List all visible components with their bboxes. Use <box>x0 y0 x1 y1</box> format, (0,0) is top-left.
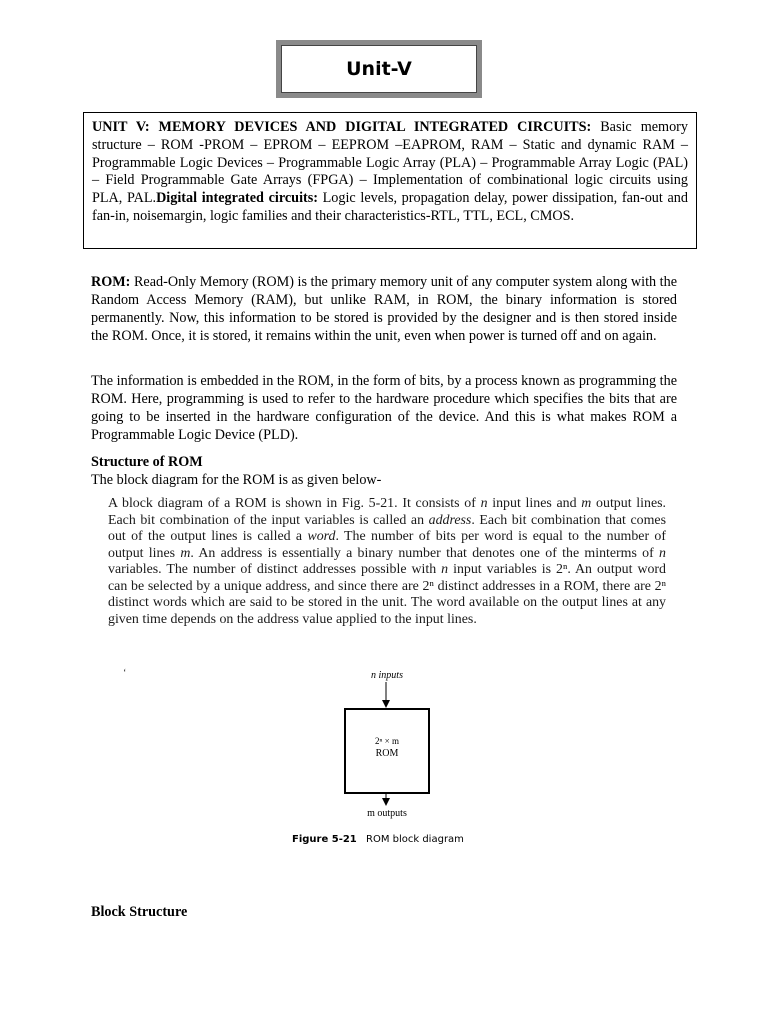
figure-caption-number: Figure 5-21 <box>292 834 357 845</box>
rom-intro-text: Read-Only Memory (ROM) is the primary memory unit of any computer system along with the Random Access Memory (RAM), but unlike RAM, in ROM, the binary information is stored permanently. Now, this information to be stored is provided by the designer and is then stored inside the ROM. Once, it is stored, it remains within the unit, even when power is turned off and on again. <box>91 274 677 344</box>
output-arrowhead <box>382 798 390 806</box>
block-structure-heading: Block Structure <box>91 904 188 920</box>
rom-block-label: ROM <box>375 748 399 759</box>
scanned-excerpt: A block diagram of a ROM is shown in Fig. 5-21. It consists of n input lines and m output lines. Each bit combination of the input variables is called an address. Each bit combination that comes out of the output lines is called a word. The number of bits per word is equal to the number of output lines m. An address is essentially a binary number that denotes one of the minterms of n variables. The number of distinct addresses possible with n input variables is 2ⁿ. An output word can be selected by a unique address, and since there are 2ⁿ distinct addresses in a ROM, there are 2ⁿ distinct words which are said to be stored in the unit. The word available on the output lines at any given time depends on the address value applied to the input lines. <box>108 496 666 627</box>
rom-block-size: 2ⁿ × m <box>375 736 399 746</box>
rom-block-diagram <box>280 664 500 854</box>
unit-title: Unit-V <box>281 45 477 93</box>
structure-intro: The block diagram for the ROM is as given below- <box>91 472 382 488</box>
rom-label: ROM: <box>91 274 131 290</box>
output-label: m outputs <box>367 808 407 819</box>
programming-paragraph: The information is embedded in the ROM, in the form of bits, by a process known as programming the ROM. Here, programming is used to refer to the hardware procedure which specifies the bits that are going to be inserted in the hardware configuration of the device. And this is what makes ROM a Programmable Logic Device (PLD). <box>91 373 677 443</box>
syllabus-text-1: Basic memory structure – ROM -PROM – EPROM – EEPROM –EAPROM, RAM – Static and dynamic RAM – Programmable Logic Devices – Programmable Logic Array (PLA) – Programmable Array Logic (PAL) – Field Programmable Gate Arrays (FPGA) – Implementation of combinational logic circuits using PLA, PAL. <box>92 119 688 207</box>
figure-caption-text: ROM block diagram <box>366 834 464 845</box>
syllabus-heading: UNIT V: MEMORY DEVICES AND DIGITAL INTEGRATED CIRCUITS: <box>92 119 592 135</box>
syllabus-box <box>83 112 697 249</box>
input-label: n inputs <box>371 670 403 681</box>
input-arrowhead <box>382 700 390 708</box>
unit-title-box <box>276 40 482 98</box>
stray-mark: ‘ <box>123 668 127 679</box>
syllabus-subheading: Digital integrated circuits: <box>156 190 318 207</box>
structure-heading: Structure of ROM <box>91 454 203 470</box>
syllabus-text-2: Logic levels, propagation delay, power dissipation, fan-out and fan-in, noisemargin, logic families and their characteristics-RTL, TTL, ECL, CMOS. <box>92 190 688 224</box>
rom-intro-paragraph <box>91 274 677 346</box>
